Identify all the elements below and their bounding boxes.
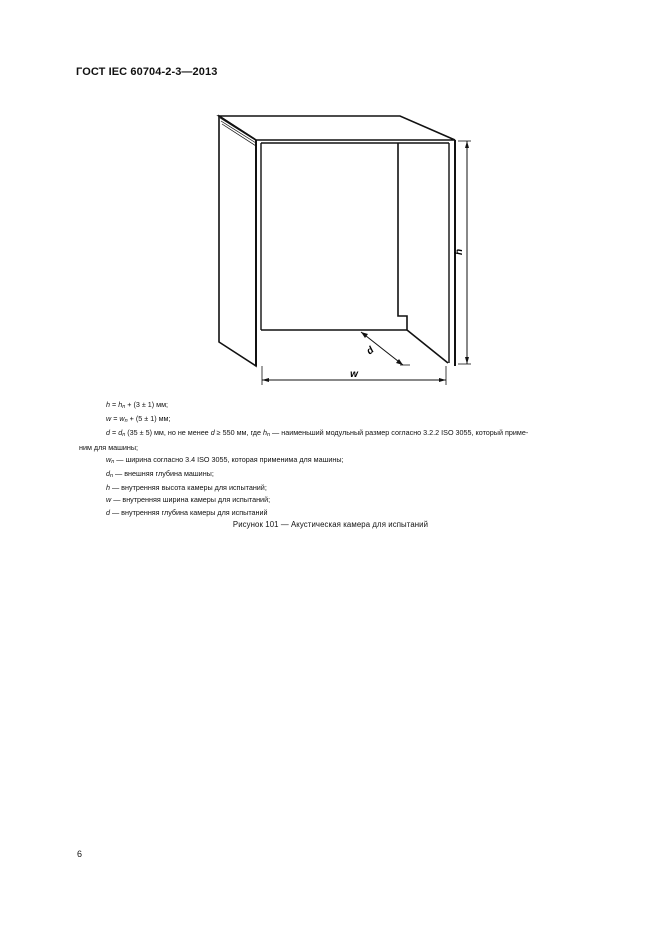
panel-hatching	[220, 118, 256, 146]
dim-w-arrow-left	[262, 378, 269, 382]
chamber-left-panel	[219, 116, 256, 366]
dim-d-label: d	[364, 344, 377, 358]
legend-item-inner-d: d — внутренняя глубина камеры для испытаний	[106, 507, 268, 517]
legend-item-d: $d = d_n$ (35 ± 5) мм, но не менее d ≥ 550 мм, где $h_n$ — наименьший модульный размер согласно 3.2.2 ISO 3055, который приме-	[106, 428, 529, 439]
legend-item-dn: $d_n$ — внешняя глубина машины;	[106, 469, 214, 480]
legend-item-h: $h = h_n + (3 \pm 1)$ мм;	[106, 400, 169, 410]
dim-w-arrow-right	[439, 378, 446, 382]
chamber-top-panel	[219, 116, 455, 140]
legend-item-wn: $w_n$ — ширина согласно 3.4 ISO 3055, которая применима для машины;	[106, 454, 344, 465]
test-chamber-figure	[0, 0, 661, 400]
page-number: 6	[77, 849, 83, 859]
legend-item-d-continuation: ним для машины;	[79, 442, 139, 452]
dim-w-label: w	[350, 369, 358, 380]
dim-h-label: h	[454, 248, 465, 256]
dim-h-arrow-bottom	[465, 357, 469, 364]
legend-item-inner-h: h — внутренняя высота камеры для испытаний;	[106, 483, 267, 493]
figure-legend	[79, 399, 576, 519]
dim-h-arrow-top	[465, 141, 469, 148]
standard-designation: ГОСТ IEC 60704-2-3—2013	[76, 66, 218, 78]
figure-caption: Рисунок 101 — Акустическая камера для испытаний	[232, 520, 429, 529]
legend-item-inner-w: w — внутренняя ширина камеры для испытаний;	[106, 495, 271, 505]
legend-item-w: $w = w_n + (5 \pm 1)$ мм;	[106, 414, 171, 425]
